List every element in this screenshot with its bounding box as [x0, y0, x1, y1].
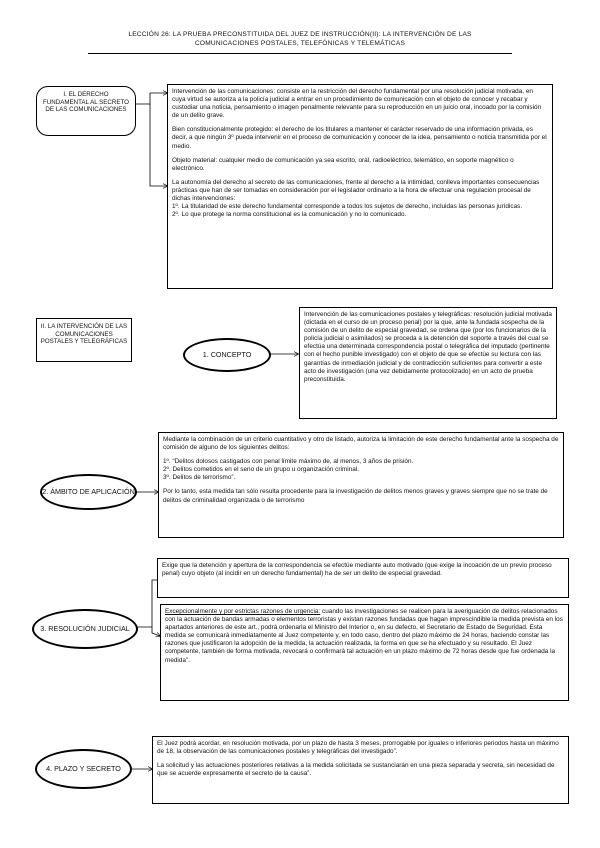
plazo-paragraph-1: El Juez podrá acordar, en resolución motivada, por un plazo de hasta 3 meses, prorrogable por iguales o inferiores periodos hasta un máximo de 18, la observación de las comunicaciones postales y telegráficas del investigado”. [157, 740, 559, 756]
ambito-oval [40, 474, 137, 510]
s1-paragraph-5: 1º. La titularidad de este derecho fundamental corresponde a todos los sujetos de derecho, incluidas las personas jurídicas. [172, 203, 523, 211]
s1-paragraph-2: Bien constitucionalmente protegido: el derecho de los titulares a mantener el carácter reservado de una información privada, es decir, a que ningún 3º pueda intervenir en el proceso de comunicación y conocer de la idea, pensamiento o noticia transmitida por el medio. [172, 126, 547, 150]
s1-paragraph-1: Intervención de las comunicaciones: consiste en la restricción del derecho fundamental por una resolución judicial motivada, en cuya virtud se autoriza a la policía judicial a entrar en un procedimiento de comunicación con el objeto de conocer y recabar y custodiar una noticia, pensamiento o imagen penalmente relevante para su reproducción en un juicio oral, incoado por la comisión de un delito grave. [172, 88, 542, 120]
connector-resolucion-bottom [152, 627, 160, 636]
resolucion-text-2-rest: cuando las investigaciones se realicen para la averiguación de delitos relacionados con la actuación de bandas armadas o elementos terroristas y existan razones fundadas que hagan imprescindible la medida prevista en los apartados anteriores de este art., podrá ordenarla el Ministro del Interior o, en su defecto, el Secretario de Estado de Seguridad. Esta medida se comunicará inmediatamente al Juez competente y, en todo caso, dentro del plazo máximo de 24 horas, haciendo constar las razones que justificaron la adopción de la medida, la actuación realizada, la forma en que se ha efectuado y su resultado. El Juez competente, también de forma motivada, revocará o confirmará tal actuación en un plazo máximo de 72 horas desde que fue ordenada la medida”. [165, 608, 563, 664]
resolucion-box-2 [160, 604, 569, 701]
resolucion-text-1: Exige que la detención y apertura de la correspondencia se efectúe mediante auto motivado (que exige la incoación de un previo proceso penal) cuyo objeto (al incidir en un derecho fundamental) ha de ser un delito de especial gravedad. [162, 562, 552, 578]
concepto-text: Intervención de las comunicaciones postales y telegráficas: resolución judicial motivada (dictada en el curso de un proceso penal) por la que, ante la fundada sospecha de la comisión de un delito de especial gravedad, se ordena que (por los funcionarios de la policía judicial o asimilados) se proceda a la detención del soporte a través del cual se efectúa una determinada correspondencia postal o telegráfica del imputado (pertinente con el hecho punible investigado) con el objeto de que se efectúe su lectura con las garantías de inmediación judicial y de contradicción suficientes para convertir a este acto de investigación (una vez debidamente protocolizado) en un acto de prueba preconstituida. [304, 311, 552, 383]
resolucion-label: 3. RESOLUCIÓN JUDICIAL [40, 623, 130, 633]
section-1-label-text: I. EL DERECHO FUNDAMENTAL AL SECRETO DE LAS COMUNICACIONES [43, 91, 129, 114]
ambito-item-2: 2º. Delitos cometidos en el seno de un grupo u organización criminal. [163, 466, 359, 474]
section-2-label [36, 318, 132, 362]
title-line-1: LECCIÓN 26: LA PRUEBA PRECONSTITUIDA DEL JUEZ DE INSTRUCCIÓN(II): LA INTERVENCIÓN DE LAS [128, 31, 472, 38]
s1-paragraph-4: La autonomía del derecho al secreto de las comunicaciones, frente al derecho a la intimidad, conlleva importantes consecuencias prácticas que han de ser tomadas en consideración por el legislador ordinario a la hora de efectuar una regulación procesal de dichas intervenciones: [172, 178, 540, 203]
ambito-paragraph-2: Por lo tanto, esta medida tan sólo resulta procedente para la investigación de delitos menos graves y graves siempre que no se trate de delitos de criminalidad organizada o de terrorismo [163, 488, 548, 504]
section-1-label [36, 86, 136, 136]
connector-s1-top [135, 93, 167, 104]
ambito-paragraph-1: Mediante la combinación de un criterio cuantitativo y otro de listado, autoriza la limitación de este derecho fundamental ante la sospecha de comisión de alguno de los siguientes delitos: [163, 436, 559, 452]
plazo-label: 4. PLAZO Y SECRETO [46, 763, 121, 773]
concepto-box [299, 307, 557, 419]
resolucion-box-1 [157, 558, 569, 598]
title-line-2: COMUNICACIONES POSTALES, TELEFÓNICAS Y TELEMÁTICAS [194, 40, 406, 47]
connector-s1-bottom [150, 104, 167, 186]
ambito-item-1: 1º. “Delitos dolosos castigados con penal límite máximo de, al menos, 3 años de prisión. [163, 458, 414, 466]
section-1-box [167, 84, 553, 289]
plazo-paragraph-2: La solicitud y las actuaciones posteriores relativas a la medida solicitada se sustanciarán en una pieza separada y secreta, sin necesidad de que se acuerde expresamente el secreto de la causa”. [157, 762, 555, 778]
resolucion-oval [32, 609, 138, 649]
connector-resolucion-top [137, 580, 157, 627]
ambito-box [158, 432, 564, 538]
ambito-label: 2. ÁMBITO DE APLICACIÓN [42, 486, 135, 496]
concepto-oval [183, 338, 271, 372]
section-2-label-text: II. LA INTERVENCIÓN DE LAS COMUNICACIONES POSTALES Y TELEGRÁFICAS [40, 323, 128, 346]
plazo-box [152, 736, 569, 804]
s1-paragraph-6: 2º. Lo que protege la norma constitucional es la comunicación y no lo comunicado. [172, 211, 407, 219]
resolucion-text-2-lead: Excepcionalmente y por estrictas razones de urgencia: [165, 608, 321, 615]
concepto-label: 1. CONCEPTO [202, 349, 252, 359]
ambito-item-3: 3º. Delitos de terrorismo”. [163, 474, 236, 482]
resolucion-text-2 [165, 608, 564, 665]
plazo-oval [35, 749, 132, 789]
s1-paragraph-3: Objeto material: cualquier medio de comunicación ya sea escrito, oral, radioeléctrico, telemático, en soporte magnético o electrónico. [172, 156, 514, 172]
